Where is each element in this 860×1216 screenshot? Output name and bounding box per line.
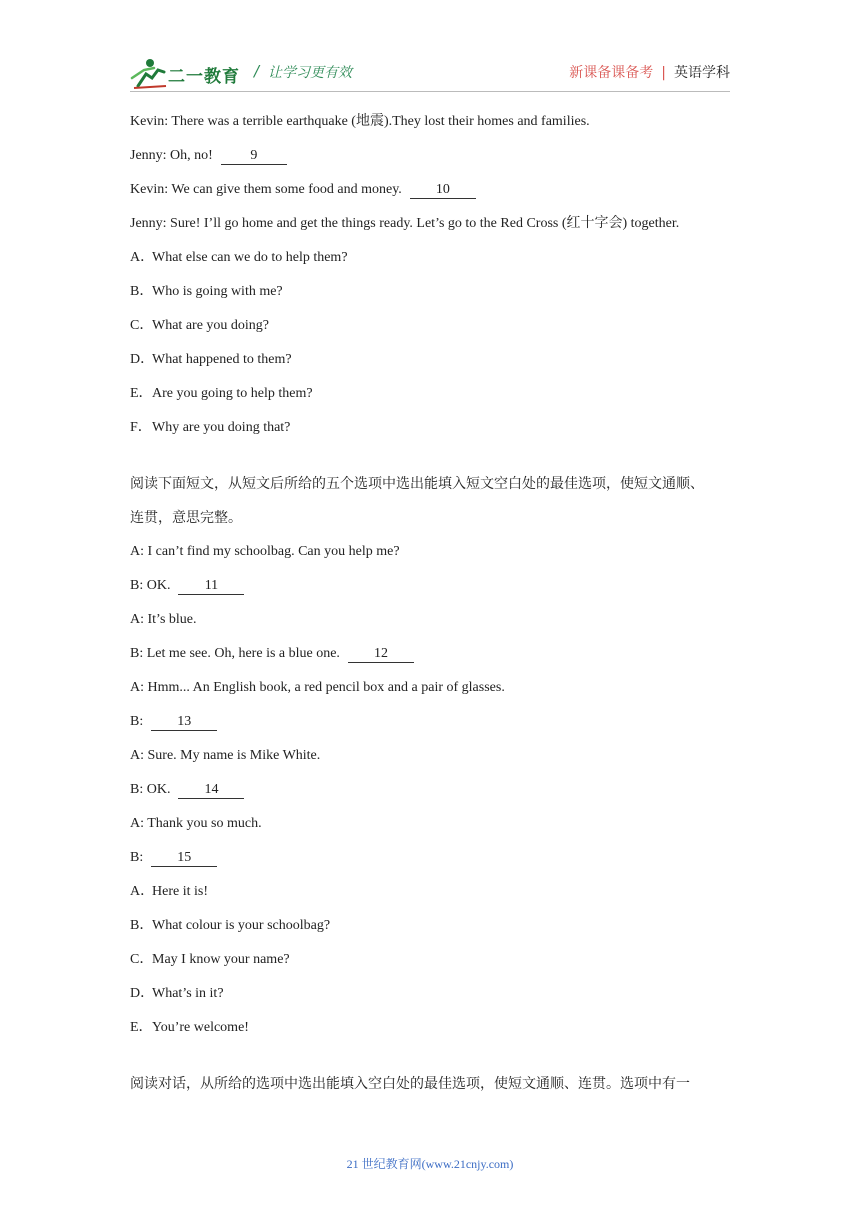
option-text: What else can we do to help them? (152, 250, 348, 265)
dialogue-line (130, 572, 730, 606)
option-letter: F． (130, 420, 152, 435)
dialogue-text: Jenny: Sure! I’ll go home and get the things ready. Let’s go to the Red Cross (红十字会) together. (130, 216, 680, 231)
header-tagline: 新课备课备考 (569, 65, 654, 81)
option-letter: C． (130, 952, 154, 967)
section-gap (130, 448, 730, 470)
dialogue-text: A: Sure. My name is Mike White. (130, 748, 321, 763)
dialogue-text: B: (130, 714, 144, 729)
answer-blank[interactable]: 12 (348, 646, 414, 663)
option-item (130, 946, 730, 980)
slogan: 让学习更有效 (268, 65, 352, 81)
section-3-instruction-line-1: 阅读对话，从所给的选项中选出能填入空白处的最佳选项，使短文通顺、连贯。选项中有一 (130, 1076, 690, 1092)
option-item (130, 912, 730, 946)
option-text: What happened to them? (152, 352, 292, 367)
option-letter: B． (130, 284, 154, 299)
dialogue-line (130, 176, 730, 210)
option-item (130, 244, 730, 278)
option-letter: D． (130, 986, 155, 1001)
option-letter: B． (130, 918, 154, 933)
dialogue-text: B: (130, 850, 144, 865)
option-item (130, 878, 730, 912)
answer-blank[interactable]: 11 (178, 578, 244, 595)
page-header (130, 56, 730, 92)
answer-blank[interactable]: 13 (151, 714, 217, 731)
answer-blank[interactable]: 10 (410, 182, 476, 199)
option-item (130, 980, 730, 1014)
option-item (130, 346, 730, 380)
section-2-instruction-line-2: 连贯，意思完整。 (130, 510, 242, 526)
dialogue-line (130, 108, 730, 142)
section-gap (130, 1048, 730, 1070)
dialogue-text: Kevin: There was a terrible earthquake (地震).They lost their homes and families. (130, 114, 590, 129)
logo-text: 二一教育 (168, 67, 240, 87)
dialogue-text: B: OK. (130, 578, 171, 593)
dialogue-line (130, 674, 730, 708)
dialogue-text: B: Let me see. Oh, here is a blue one. (130, 646, 340, 661)
answer-blank[interactable]: 14 (178, 782, 244, 799)
option-item (130, 278, 730, 312)
option-text: May I know your name? (152, 952, 290, 967)
dialogue-line (130, 606, 730, 640)
option-letter: E． (130, 1020, 153, 1035)
document-body (130, 108, 730, 1104)
section-1 (130, 108, 730, 448)
option-letter: E． (130, 386, 153, 401)
dialogue-text: A: It’s blue. (130, 612, 197, 627)
option-text: What’s in it? (152, 986, 224, 1001)
option-letter: C． (130, 318, 154, 333)
answer-blank[interactable]: 9 (221, 148, 287, 165)
dialogue-text: A: I can’t find my schoolbag. Can you help me? (130, 544, 400, 559)
dialogue-text: Kevin: We can give them some food and money. (130, 182, 402, 197)
header-divider: | (661, 65, 666, 81)
header-subject-name: 英语学科 (674, 65, 730, 81)
option-text: You’re welcome! (152, 1020, 249, 1035)
option-text: Are you going to help them? (152, 386, 313, 401)
option-text: Why are you doing that? (152, 420, 291, 435)
header-subject (569, 62, 730, 82)
slogan-separator: / (254, 62, 260, 80)
dialogue-text: B: OK. (130, 782, 171, 797)
option-text: Here it is! (152, 884, 208, 899)
dialogue-line (130, 640, 730, 674)
dialogue-line (130, 210, 730, 244)
answer-blank[interactable]: 15 (151, 850, 217, 867)
section-2 (130, 538, 730, 1048)
option-item (130, 312, 730, 346)
dialogue-line (130, 142, 730, 176)
dialogue-line (130, 844, 730, 878)
dialogue-text: A: Thank you so much. (130, 816, 262, 831)
section-2-instruction-line-1: 阅读下面短文，从短文后所给的五个选项中选出能填入短文空白处的最佳选项，使短文通顺、 (130, 476, 704, 492)
dialogue-line (130, 538, 730, 572)
dialogue-line (130, 810, 730, 844)
dialogue-text: A: Hmm... An English book, a red pencil box and a pair of glasses. (130, 680, 505, 695)
option-item (130, 380, 730, 414)
option-text: What are you doing? (152, 318, 270, 333)
option-text: What colour is your schoolbag? (152, 918, 331, 933)
option-letter: D． (130, 352, 155, 367)
dialogue-line (130, 776, 730, 810)
option-item (130, 1014, 730, 1048)
header-rule (130, 91, 730, 92)
dialogue-line (130, 742, 730, 776)
dialogue-text: Jenny: Oh, no! (130, 148, 213, 163)
page-footer: 21 世纪教育网(www.21cnjy.com) (346, 1157, 514, 1171)
option-item (130, 414, 730, 448)
option-letter: A． (130, 884, 155, 899)
option-letter: A． (130, 250, 155, 265)
option-text: Who is going with me? (152, 284, 283, 299)
dialogue-line (130, 708, 730, 742)
